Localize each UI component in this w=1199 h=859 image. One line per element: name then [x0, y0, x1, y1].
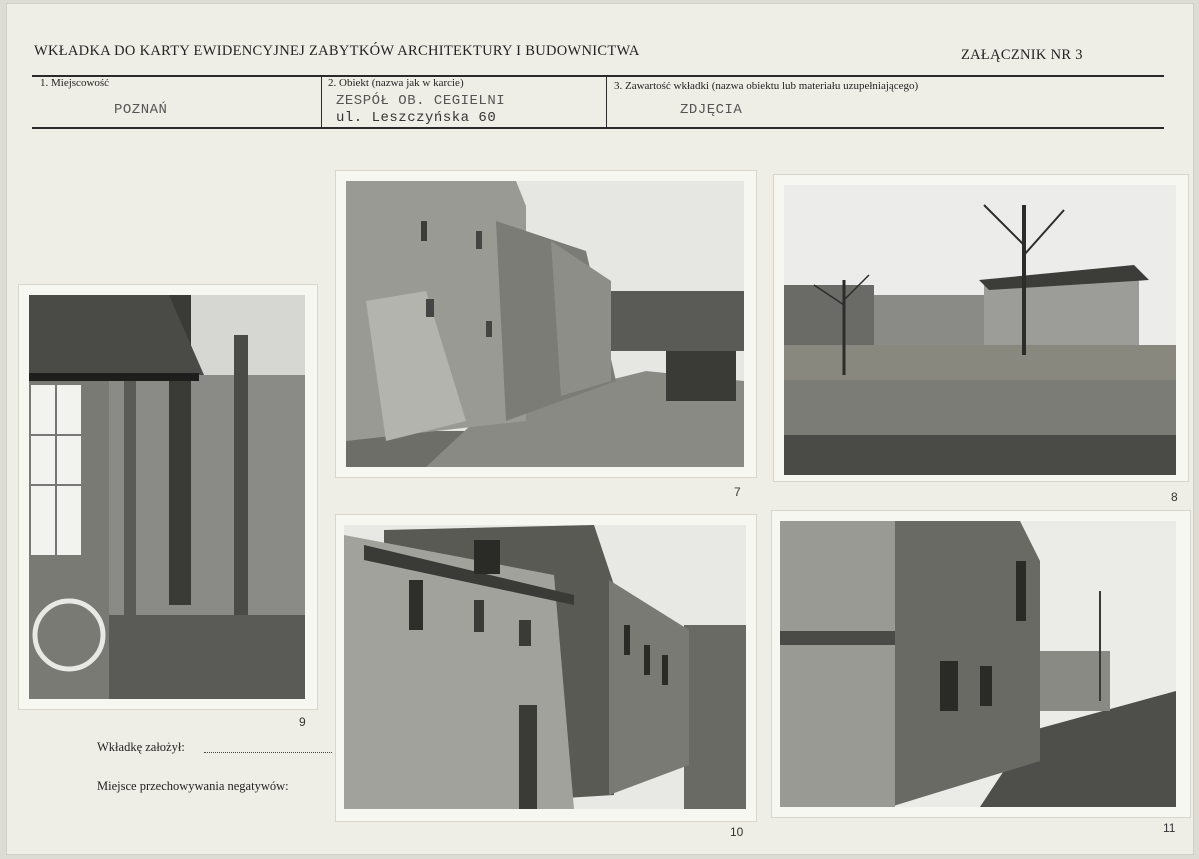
photo-mount-7: [336, 171, 756, 477]
photo-7: [346, 181, 744, 467]
photo-number-11: 11: [1163, 821, 1176, 835]
photo-number-10: 10: [730, 825, 744, 839]
photo-10: [344, 525, 746, 809]
photo-mount-9: [19, 285, 317, 709]
photo-10-image: [344, 525, 746, 809]
photo-9: [29, 295, 305, 699]
annex-number: ZAŁĄCZNIK NR 3: [961, 47, 1083, 63]
created-by-line: [204, 752, 332, 753]
object-value-line1: ZESPÓŁ OB. CEGIELNI: [336, 93, 506, 109]
photo-7-image: [346, 181, 744, 467]
location-value: POZNAŃ: [114, 102, 168, 118]
photo-mount-8: [774, 175, 1188, 481]
photo-mount-11: [772, 511, 1190, 817]
form-title: WKŁADKA DO KARTY EWIDENCYJNEJ ZABYTKÓW ARCHITEKTURY I BUDOWNICTWA: [34, 43, 640, 59]
object-label: 2. Obiekt (nazwa jak w karcie): [328, 77, 464, 89]
record-sheet: [6, 3, 1194, 855]
content-value: ZDJĘCIA: [680, 102, 743, 118]
photo-number-8: 8: [1171, 490, 1178, 504]
field-divider-2: [606, 76, 607, 128]
created-by-label: Wkładkę założył:: [97, 740, 185, 754]
photo-11: [780, 521, 1176, 807]
photo-8-image: [784, 185, 1176, 475]
header-bottom-rule: [32, 127, 1164, 129]
photo-8: [784, 185, 1176, 475]
photo-9-image: [29, 295, 305, 699]
photo-number-7: 7: [734, 485, 741, 499]
photo-mount-10: [336, 515, 756, 821]
photo-number-9: 9: [299, 715, 306, 729]
negatives-location-label: Miejsce przechowywania negatywów:: [97, 779, 289, 793]
header-top-rule: [32, 75, 1164, 77]
photo-11-image: [780, 521, 1176, 807]
object-value-line2: ul. Leszczyńska 60: [336, 110, 497, 126]
content-label: 3. Zawartość wkładki (nazwa obiektu lub materiału uzupełniającego): [614, 80, 919, 92]
field-divider-1: [321, 76, 322, 128]
location-label: 1. Miejscowość: [40, 77, 110, 89]
